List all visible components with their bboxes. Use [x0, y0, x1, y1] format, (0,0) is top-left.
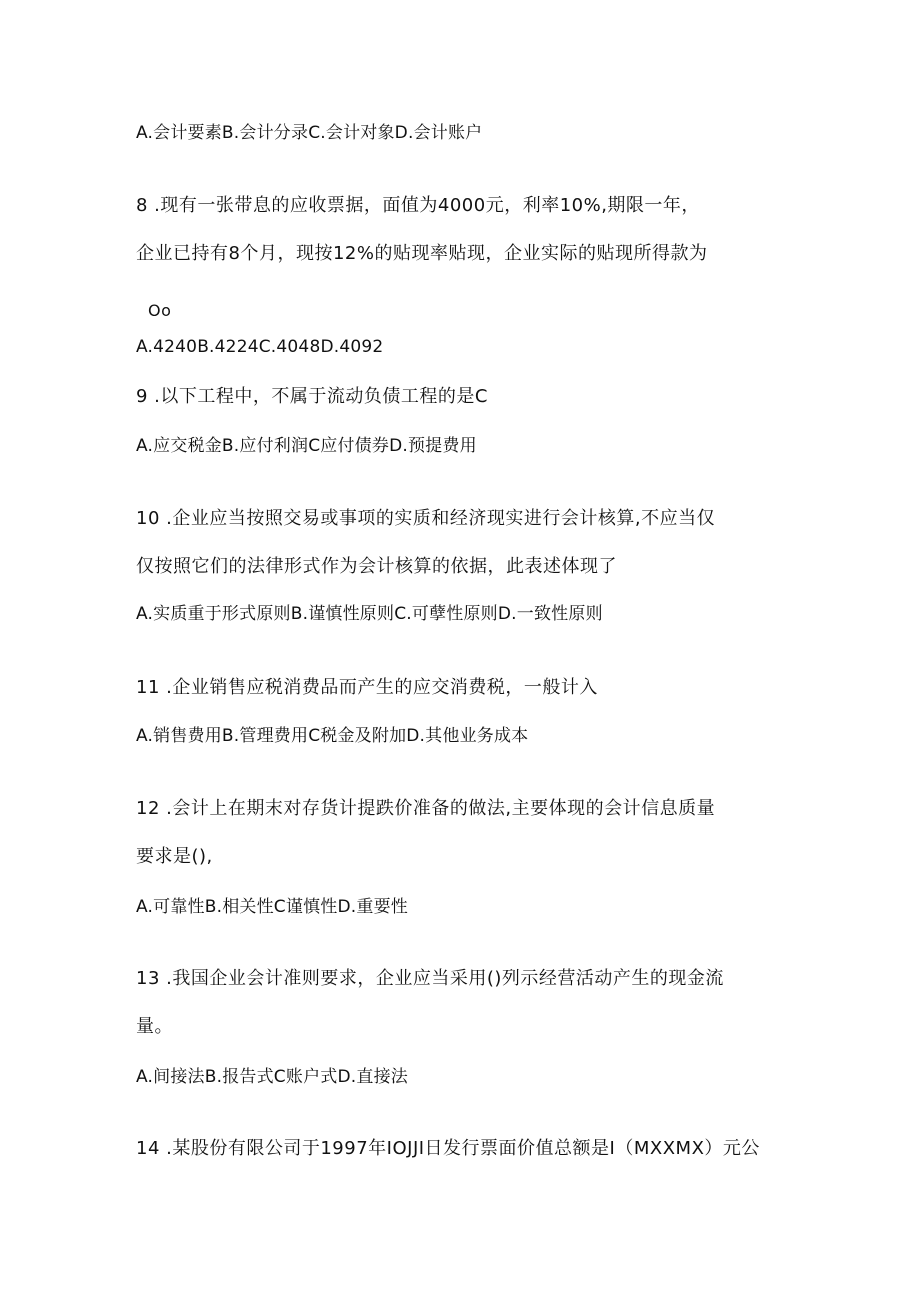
q12-options: A.可靠性B.相关性C谨慎性D.重要性: [136, 897, 408, 917]
q11-stem: 11 .企业销售应税消费品而产生的应交消费税，一般计入: [136, 677, 598, 698]
q13-stem-line-1: 13 .我国企业会计准则要求，企业应当采用()列示经营活动产生的现金流: [136, 968, 724, 989]
q11-options: A.销售费用B.管理费用C税金及附加D.其他业务成本: [136, 726, 529, 746]
q9-options: A.应交税金B.应付利润C应付债券D.预提费用: [136, 436, 477, 456]
q10-stem-line-2: 仅按照它们的法律形式作为会计核算的依据，此表述体现了: [136, 556, 617, 577]
q9-stem: 9 .以下工程中，不属于流动负债工程的是C: [136, 386, 488, 407]
q12-stem-line-2: 要求是(),: [136, 846, 213, 867]
q8-stem-line-3: Oo: [148, 301, 172, 320]
q7-options: A.会计要素B.会计分录C.会计对象D.会计账户: [136, 123, 483, 143]
q13-stem-line-2: 量。: [136, 1016, 173, 1037]
q8-stem-line-1: 8 .现有一张带息的应收票据，面值为4000元，利率10%,期限一年，: [136, 195, 700, 216]
q8-options: A.4240B.4224C.4048D.4092: [136, 337, 384, 357]
q12-stem-line-1: 12 .会计上在期末对存货计提跌价准备的做法,主要体现的会计信息质量: [136, 798, 716, 819]
q13-options: A.间接法B.报告式C账户式D.直接法: [136, 1067, 408, 1087]
q14-stem-line-1: 14 .某股份有限公司于1997年IOJJI日发行票面价值总额是I（MXXMX）元公: [136, 1138, 760, 1159]
q10-stem-line-1: 10 .企业应当按照交易或事项的实质和经济现实进行会计核算,不应当仅: [136, 508, 716, 529]
q8-stem-line-2: 企业已持有8个月，现按12%的贴现率贴现，企业实际的贴现所得款为: [136, 243, 708, 264]
q10-options: A.实质重于形式原则B.谨慎性原则C.可孽性原则D.一致性原则: [136, 604, 603, 624]
